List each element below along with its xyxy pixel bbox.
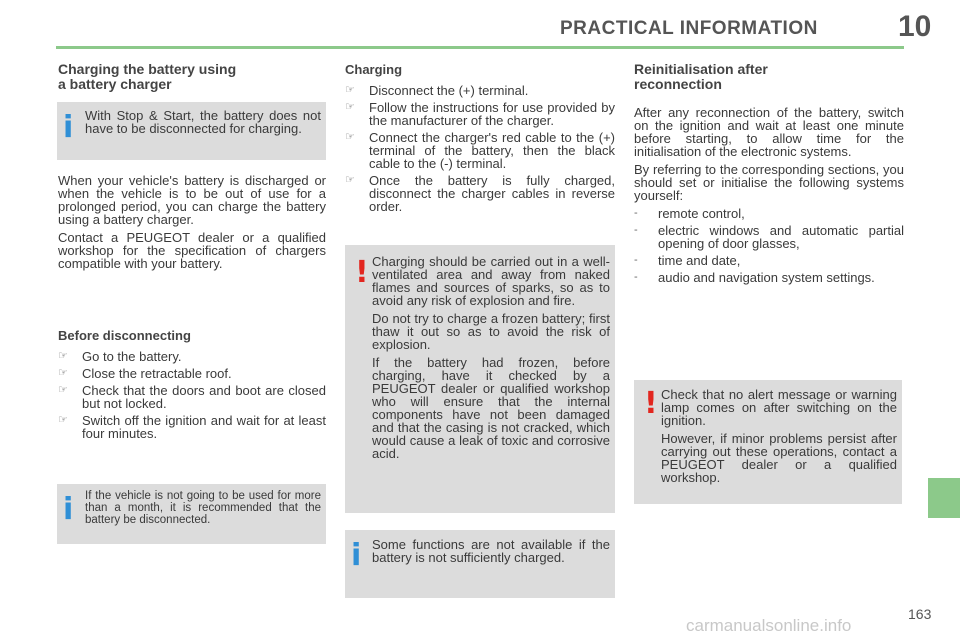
list-item <box>634 207 904 220</box>
list-item-text: time and date, <box>658 253 741 268</box>
paragraph-reconnection: After any reconnection of the battery, switch on the ignition and wait at least one minute before starting, to allow time for the initialisation of the electronic systems. <box>634 105 904 159</box>
list-item <box>345 174 615 213</box>
section-heading-reinitialisation <box>634 62 904 92</box>
pointing-hand-icon: ☞ <box>58 367 68 379</box>
pointing-hand-icon: ☞ <box>58 350 68 362</box>
info-icon: i <box>63 110 74 145</box>
list-item-text: audio and navigation system settings. <box>658 270 875 285</box>
info-text-functions: Some functions are not available if the battery is not sufficiently charged. <box>372 537 610 565</box>
list-item-text: Check that the doors and boot are closed but not locked. <box>82 383 326 411</box>
info-text-month: If the vehicle is not going to be used for more than a month, it is recommended that the battery be disconnected. <box>85 490 321 526</box>
column-left-body <box>58 174 326 275</box>
list-item-text: Go to the battery. <box>82 349 182 364</box>
paragraph-discharged: When your vehicle's battery is discharged or when the vehicle is to be out of use for a prolonged period, you can charge the battery using a battery charger. <box>58 173 326 227</box>
charging-heading: Charging <box>345 62 403 77</box>
pointing-hand-icon: ☞ <box>58 384 68 396</box>
heading-line-2: reconnection <box>634 76 722 92</box>
section-heading-charging-battery <box>58 62 326 92</box>
pointing-hand-icon: ☞ <box>345 84 355 96</box>
warning-text-frozen: Do not try to charge a frozen battery; first thaw it out so as to avoid the risk of explosion. <box>372 311 610 352</box>
info-box-stop-start <box>57 102 326 160</box>
pointing-hand-icon: ☞ <box>345 101 355 113</box>
dash-marker: - <box>634 271 638 283</box>
pointing-hand-icon: ☞ <box>345 131 355 143</box>
list-item-text: Switch off the ignition and wait for at least four minutes. <box>82 413 326 441</box>
warning-box-charging <box>345 245 615 513</box>
list-item-text: Close the retractable roof. <box>82 366 232 381</box>
heading-line-2: a battery charger <box>58 76 172 92</box>
list-item-text: Follow the instructions for use provided by the manufacturer of the charger. <box>369 100 615 128</box>
dash-marker: - <box>634 254 638 266</box>
before-disconnecting-section <box>58 328 326 444</box>
systems-list <box>634 207 904 284</box>
pointing-hand-icon: ☞ <box>58 414 68 426</box>
warning-icon: ! <box>355 255 369 290</box>
info-box-month <box>57 484 326 544</box>
heading-line-1: Reinitialisation after <box>634 61 768 77</box>
dash-marker: - <box>634 207 638 219</box>
before-disconnecting-heading: Before disconnecting <box>58 328 191 343</box>
warning-text-ventilation: Charging should be carried out in a well-ventilated area and away from naked flames and sources of sparks, so as to avoid any risk of explosion and fire. <box>372 254 610 308</box>
watermark: carmanualsonline.info <box>686 616 852 635</box>
warning-icon: ! <box>644 386 658 421</box>
list-item <box>58 414 326 440</box>
dash-marker: - <box>634 224 638 236</box>
page-number: 163 <box>908 606 932 622</box>
list-item <box>345 84 615 97</box>
warning-text-alert: Check that no alert message or warning lamp comes on after switching on the ignition. <box>661 387 897 428</box>
column-middle <box>345 62 615 217</box>
page-title: PRACTICAL INFORMATION <box>560 18 818 39</box>
info-icon: i <box>351 538 362 573</box>
chapter-number: 10 <box>898 10 932 43</box>
list-item <box>58 367 326 380</box>
column-left <box>58 62 326 92</box>
list-item-text: electric windows and automatic partial opening of door glasses, <box>658 223 904 251</box>
paragraph-contact-dealer: Contact a PEUGEOT dealer or a qualified workshop for the specification of chargers compatible with your battery. <box>58 230 326 271</box>
paragraph-referring-sections: By referring to the corresponding sections, you should set or initialise the following systems yourself: <box>634 162 904 203</box>
pointing-hand-icon: ☞ <box>345 174 355 186</box>
list-item <box>58 384 326 410</box>
list-item <box>634 271 904 284</box>
info-box-functions <box>345 530 615 598</box>
list-item <box>345 131 615 170</box>
info-text-stop-start: With Stop & Start, the battery does not have to be disconnected for charging. <box>85 108 321 136</box>
list-item <box>58 350 326 363</box>
list-item-text: Once the battery is fully charged, disconnect the charger cables in reverse order. <box>369 173 615 214</box>
charging-steps-list <box>345 84 615 213</box>
list-item-text: remote control, <box>658 206 745 221</box>
warning-box-alert <box>634 380 902 504</box>
list-item <box>634 254 904 267</box>
heading-line-1: Charging the battery using <box>58 61 237 77</box>
list-item <box>345 101 615 127</box>
warning-text-checked: If the battery had frozen, before charging, have it checked by a PEUGEOT dealer or qualified workshop who will ensure that the internal components have not been damaged and that the casing is not cracked, which would cause a leak of toxic and corrosive acid. <box>372 355 610 461</box>
column-right <box>634 62 904 288</box>
list-item <box>634 224 904 250</box>
list-item-text: Disconnect the (+) terminal. <box>369 83 529 98</box>
list-item-text: Connect the charger's red cable to the (+) terminal of the battery, then the black cable to the (-) terminal. <box>369 130 615 171</box>
chapter-side-tab <box>928 478 960 518</box>
info-icon: i <box>63 492 74 527</box>
before-disconnecting-list <box>58 350 326 440</box>
warning-text-persist: However, if minor problems persist after carrying out these operations, contact a PEUGEOT dealer or a qualified workshop. <box>661 431 897 485</box>
header-divider <box>56 46 904 49</box>
